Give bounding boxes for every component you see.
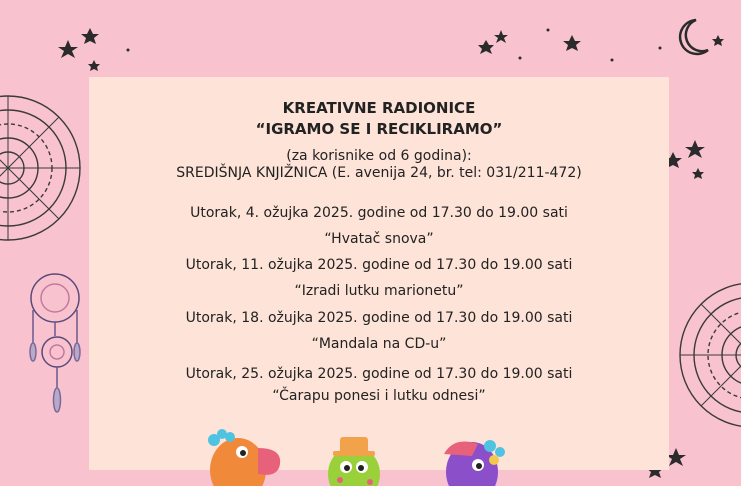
audience-note: (za korisnike od 6 godina): (286, 148, 472, 164)
session-date: Utorak, 25. ožujka 2025. godine od 17.30 do 19.00 sati (185, 366, 573, 382)
session-topic: “Hvatač snova” (324, 231, 434, 247)
orange-puppet-icon (208, 429, 280, 486)
session-topic: “Mandala na CD-u” (311, 336, 447, 352)
location-info: SREDIŠNJA KNJIŽNICA (E. avenija 24, br. tel: 031/211-472) (176, 165, 582, 181)
session-date: Utorak, 18. ožujka 2025. godine od 17.30 do 19.00 sati (185, 310, 573, 326)
green-puppet-icon (328, 437, 380, 486)
poster-title-line-2: “IGRAMO SE I RECIKLIRAMO” (255, 120, 503, 138)
session-topic: “Izradi lutku marionetu” (294, 283, 464, 299)
poster-title-line-1: KREATIVNE RADIONICE (282, 99, 476, 117)
purple-puppet-icon (444, 440, 505, 486)
session-date: Utorak, 11. ožujka 2025. godine od 17.30 do 19.00 sati (185, 257, 573, 273)
session-date: Utorak, 4. ožujka 2025. godine od 17.30 do 19.00 sati (190, 205, 568, 221)
session-topic: “Čarapu ponesi i lutku odnesi” (272, 388, 486, 404)
